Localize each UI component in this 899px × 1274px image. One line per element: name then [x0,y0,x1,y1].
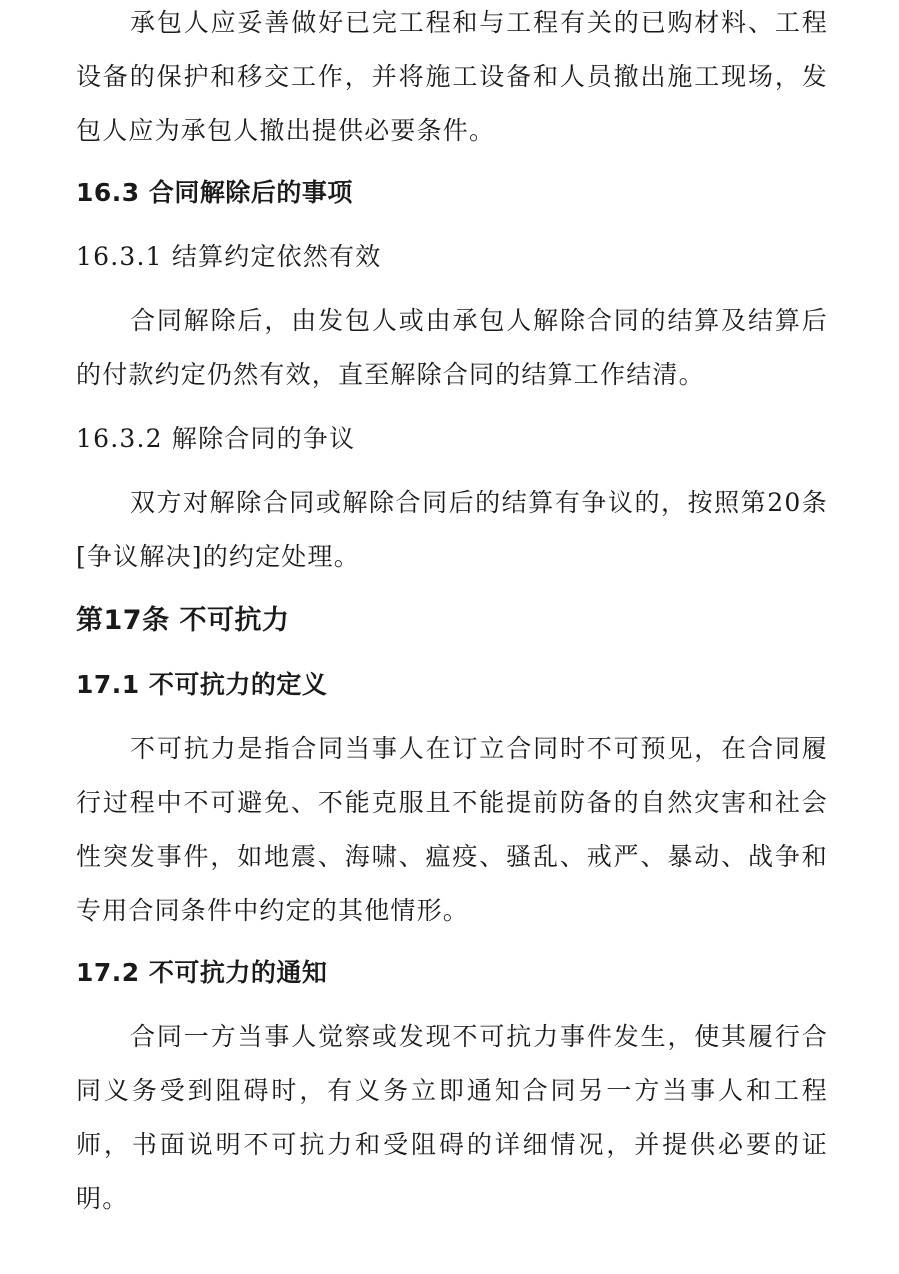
paragraph-16-3-1: 合同解除后，由发包人或由承包人解除合同的结算及结算后的付款约定仍然有效，直至解除合同的结算工作结清。 [76,306,828,389]
heading-17-1: 17.1 不可抗力的定义 [76,670,328,699]
paragraph-handover-obligations: 承包人应妥善做好已完工程和与工程有关的已购材料、工程设备的保护和移交工作，并将施工设备和人员撤出施工现场，发包人应为承包人撤出提供必要条件。 [76,8,828,145]
heading-16-3-2: 16.3.2 解除合同的争议 [76,424,356,453]
heading-16-3-1: 16.3.1 结算约定依然有效 [76,242,382,271]
paragraph-16-3-2: 双方对解除合同或解除合同后的结算有争议的，按照第20条[争议解决]的约定处理。 [76,488,828,571]
heading-article-17: 第17条 不可抗力 [76,605,290,636]
heading-17-2: 17.2 不可抗力的通知 [76,958,328,987]
paragraph-17-1: 不可抗力是指合同当事人在订立合同时不可预见，在合同履行过程中不可避免、不能克服且不能提前防备的自然灾害和社会性突发事件，如地震、海啸、瘟疫、骚乱、戒严、暴动、战争和专用合同条件中约定的其他情形。 [76,734,828,925]
heading-16-3: 16.3 合同解除后的事项 [76,178,353,207]
paragraph-17-2: 合同一方当事人觉察或发现不可抗力事件发生，使其履行合同义务受到阻碍时，有义务立即通知合同另一方当事人和工程师，书面说明不可抗力和受阻碍的详细情况，并提供必要的证明。 [76,1022,828,1213]
